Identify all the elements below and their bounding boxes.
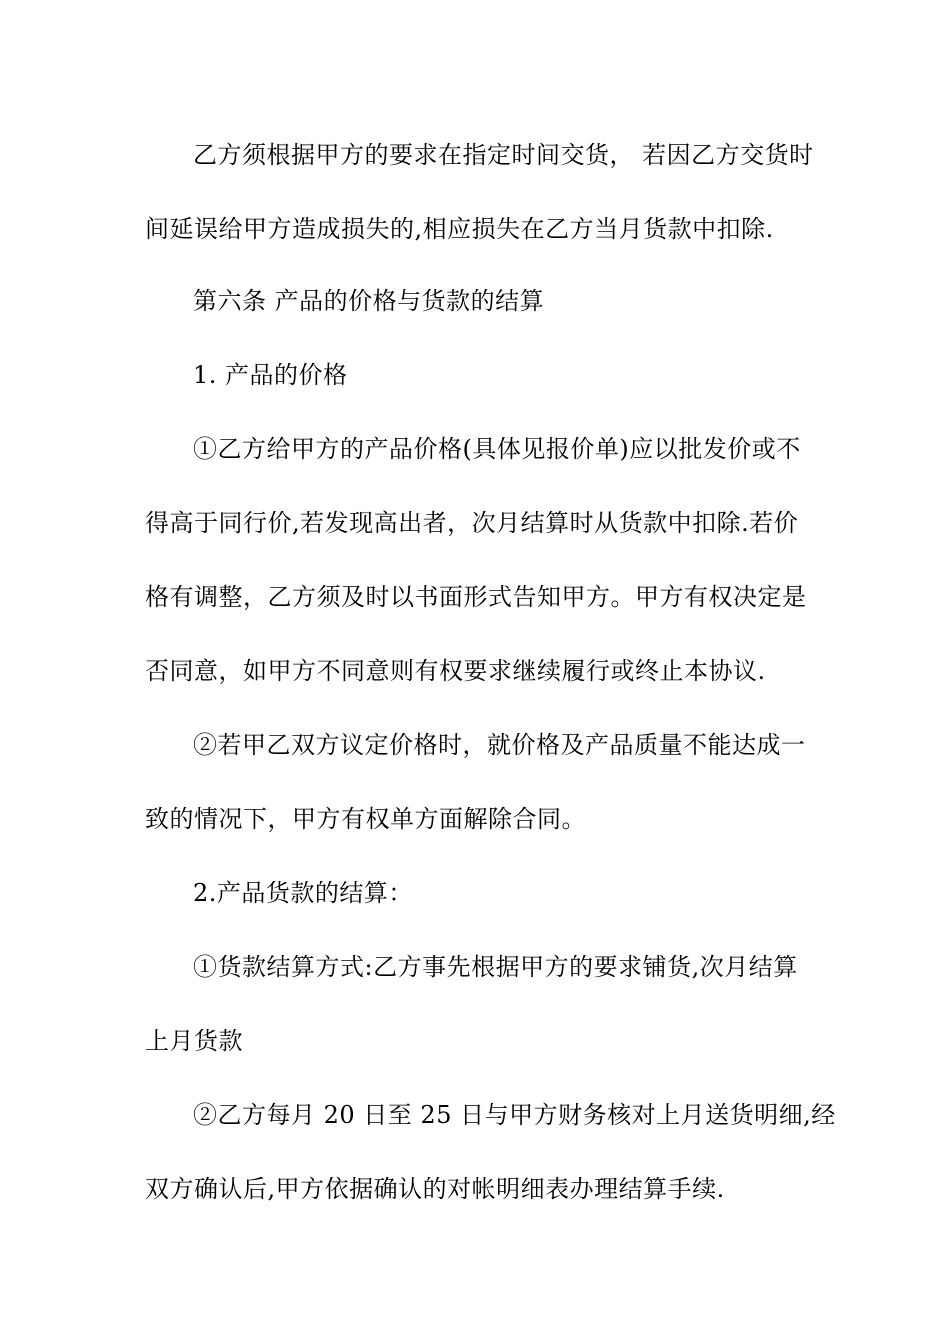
paragraph-delivery-line-2: 间延误给甲方造成损失的,相应损失在乙方当月货款中扣除. (145, 215, 774, 243)
paragraph-settlement-method-line-1: ①货款结算方式:乙方事先根据甲方的要求铺货,次月结算 (193, 953, 798, 981)
paragraph-price-line-1: ①乙方给甲方的产品价格(具体见报价单)应以批发价或不 (193, 435, 801, 463)
section-heading-price: 1. 产品的价格 (193, 361, 348, 389)
paragraph-price-line-4: 否同意，如甲方不同意则有权要求继续履行或终止本协议. (145, 657, 766, 685)
paragraph-negotiation-line-2: 致的情况下，甲方有权单方面解除合同。 (145, 805, 586, 833)
section-heading-settlement: 2.产品货款的结算： (193, 879, 413, 907)
paragraph-settlement-method-line-2: 上月货款 (145, 1027, 243, 1055)
paragraph-price-line-2: 得高于同行价,若发现高出者，次月结算时从货款中扣除.若价 (145, 509, 799, 537)
paragraph-reconciliation-line-1: ②乙方每月 20 日至 25 日与甲方财务核对上月送货明细,经 (193, 1101, 836, 1129)
article-heading: 第六条 产品的价格与货款的结算 (193, 287, 545, 315)
paragraph-reconciliation-line-2: 双方确认后,甲方依据确认的对帐明细表办理结算手续. (145, 1175, 725, 1203)
paragraph-negotiation-line-1: ②若甲乙双方议定价格时，就价格及产品质量不能达成一 (193, 731, 806, 759)
paragraph-delivery-line-1: 乙方须根据甲方的要求在指定时间交货， 若因乙方交货时 (193, 141, 814, 169)
paragraph-price-line-3: 格有调整，乙方须及时以书面形式告知甲方。甲方有权决定是 (145, 583, 807, 611)
